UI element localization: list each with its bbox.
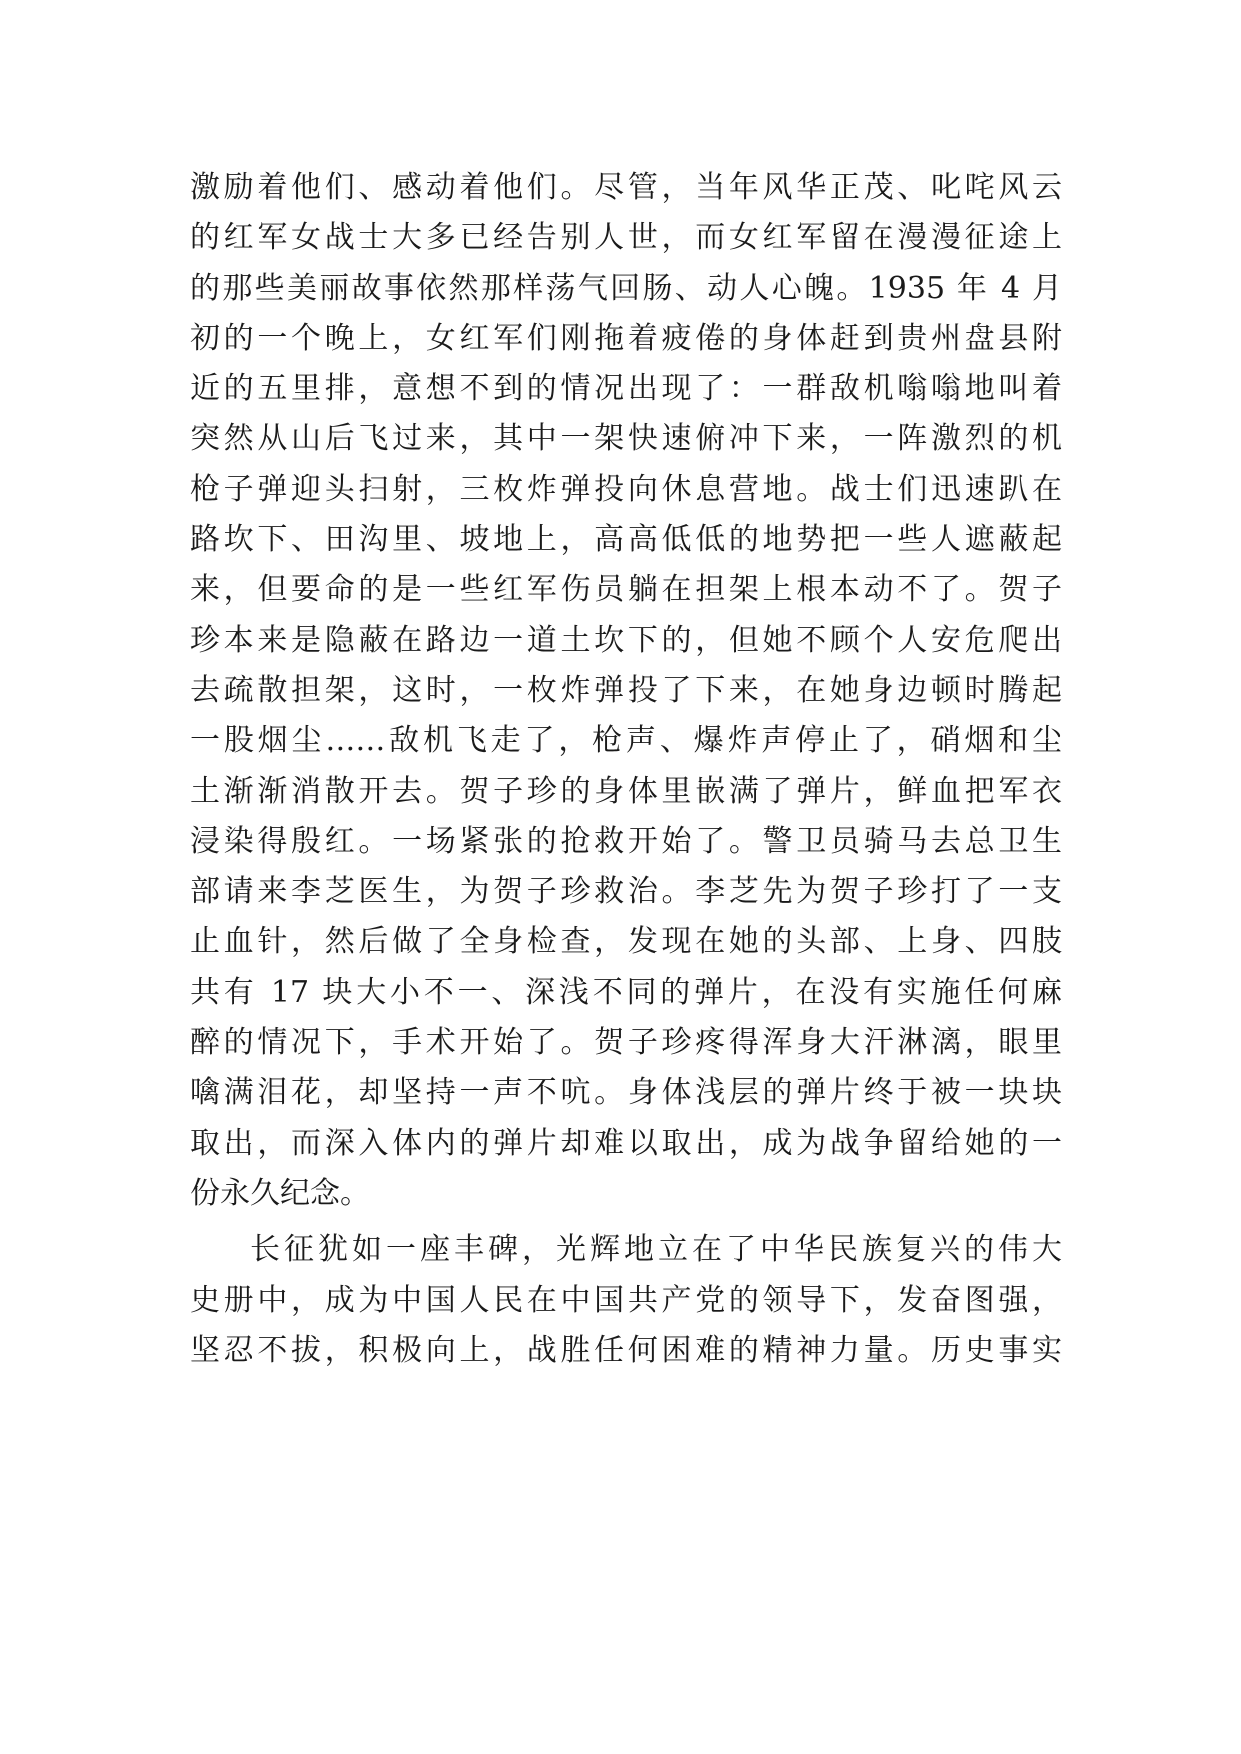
text-line: 一股烟尘……敌机飞走了，枪声、爆炸声停止了，硝烟和尘 <box>190 723 1062 759</box>
text-line: 来，但要命的是一些红军伤员躺在担架上根本动不了。贺子 <box>190 572 1062 608</box>
text-line: 的那些美丽故事依然那样荡气回肠、动人心魄。1935 年 4 月 <box>190 270 1062 306</box>
text-line: 共有 17 块大小不一、深浅不同的弹片，在没有实施任何麻 <box>190 974 1062 1010</box>
paragraph-1 <box>190 163 1062 1219</box>
text-line: 初的一个晚上，女红军们刚拖着疲倦的身体赶到贵州盘县附 <box>190 320 1062 356</box>
text-line: 取出，而深入体内的弹片却难以取出，成为战争留给她的一 <box>190 1125 1062 1161</box>
text-line: 史册中，成为中国人民在中国共产党的领导下，发奋图强， <box>190 1282 1062 1318</box>
text-line: 珍本来是隐蔽在路边一道土坎下的，但她不顾个人安危爬出 <box>190 622 1062 658</box>
text-line: 的红军女战士大多已经告别人世，而女红军留在漫漫征途上 <box>190 220 1062 256</box>
text-line: 浸染得殷红。一场紧张的抢救开始了。警卫员骑马去总卫生 <box>190 823 1062 859</box>
text-line: 噙满泪花，却坚持一声不吭。身体浅层的弹片终于被一块块 <box>190 1075 1062 1111</box>
text-line: 醉的情况下，手术开始了。贺子珍疼得浑身大汗淋漓，眼里 <box>190 1025 1062 1061</box>
text-line: 近的五里排，意想不到的情况出现了：一群敌机嗡嗡地叫着 <box>190 371 1062 407</box>
text-line: 枪子弹迎头扫射，三枚炸弹投向休息营地。战士们迅速趴在 <box>190 471 1062 507</box>
text-line: 份永久纪念。 <box>190 1175 370 1211</box>
text-line: 止血针，然后做了全身检查，发现在她的头部、上身、四肢 <box>190 924 1062 960</box>
text-line: 去疏散担架，这时，一枚炸弹投了下来，在她身边顿时腾起 <box>190 672 1062 708</box>
text-line: 部请来李芝医生，为贺子珍救治。李芝先为贺子珍打了一支 <box>190 874 1062 910</box>
paragraph-2 <box>190 1225 1062 1376</box>
text-line: 突然从山后飞过来，其中一架快速俯冲下来，一阵激烈的机 <box>190 421 1062 457</box>
text-line: 土渐渐消散开去。贺子珍的身体里嵌满了弹片，鲜血把军衣 <box>190 773 1062 809</box>
text-line: 激励着他们、感动着他们。尽管，当年风华正茂、叱咤风云 <box>190 170 1062 205</box>
text-line: 长征犹如一座丰碑，光辉地立在了中华民族复兴的伟大 <box>250 1232 1062 1268</box>
text-line: 路坎下、田沟里、坡地上，高高低低的地势把一些人遮蔽起 <box>190 522 1062 558</box>
text-line: 坚忍不拔，积极向上，战胜任何困难的精神力量。历史事实 <box>190 1332 1062 1368</box>
body-text <box>190 163 1062 1376</box>
